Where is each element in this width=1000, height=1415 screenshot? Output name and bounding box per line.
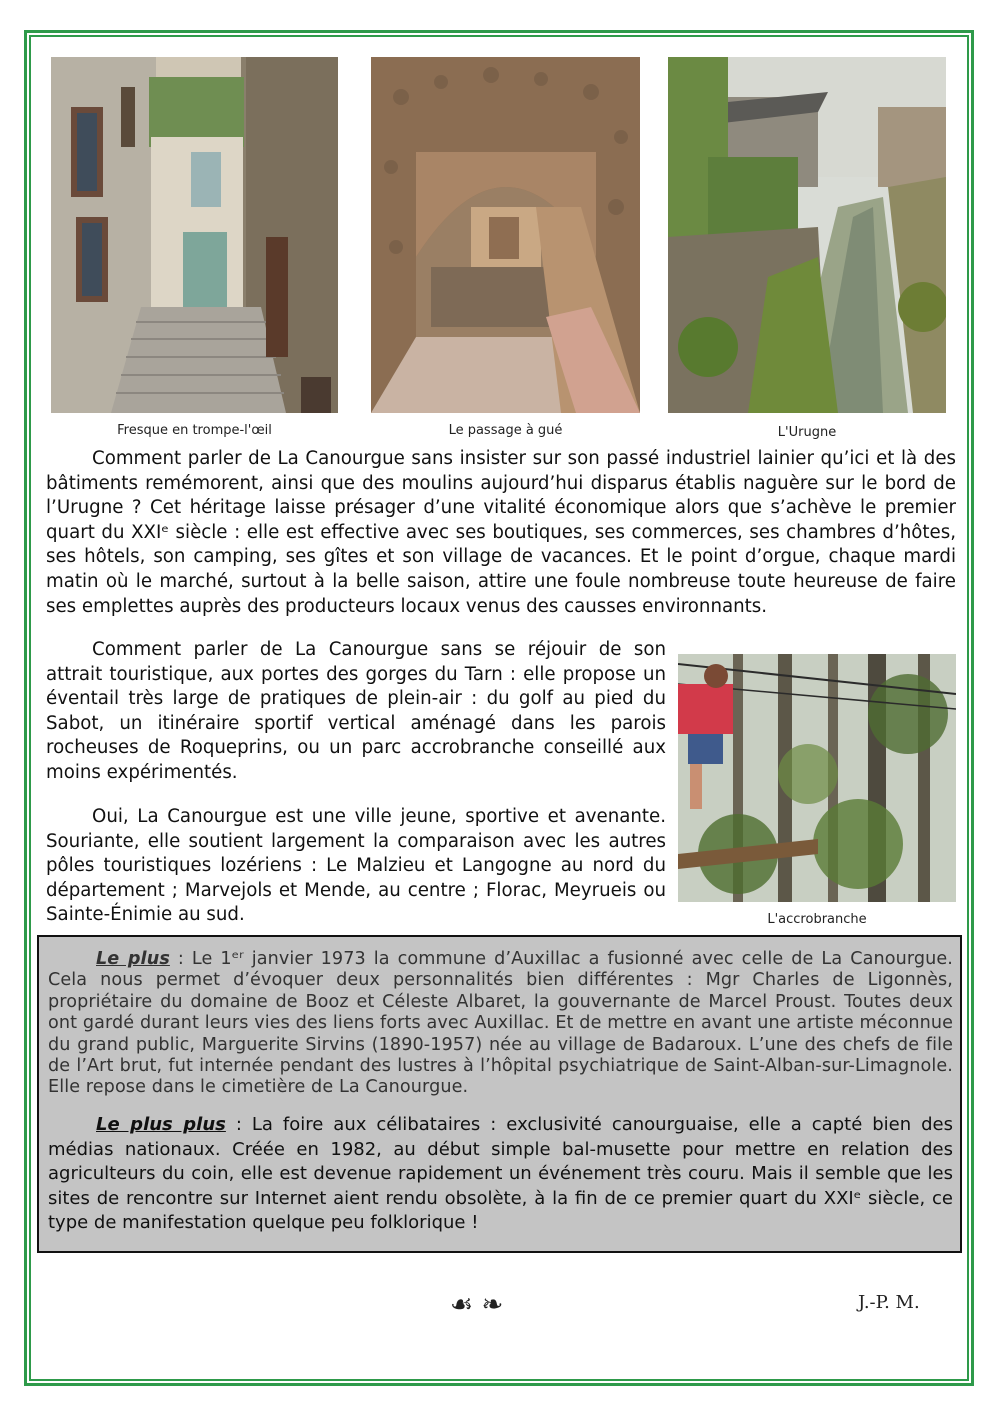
- caption-accrobranche: L'accrobranche: [767, 912, 867, 927]
- le-plus-plus-paragraph: Le plus plus : La foire aux célibataires : exclusivité canourguaise, elle a capté bien des médias nationaux. Créée en 1982, au début simple bal-musette pour mettre en relation des agriculteurs du coin, elle est devenue rapidement un événement très couru. Mais il semble que les sites de rencontre sur Internet aient rendu obsolète, à la fin de ce premier quart du XXIᵉ siècle, ce type de manifestation quelque peu folklorique !: [48, 1114, 953, 1234]
- le-plus-heading: Le plus: [96, 949, 170, 969]
- author-signature: J.-P. M.: [858, 1292, 920, 1313]
- le-plus-paragraph: Le plus : Le 1ᵉʳ janvier 1973 la commune d’Auxillac a fusionné avec celle de La Canourgue. Cela nous permet d’évoquer deux personnalités bien différentes : Mgr Charles de Ligonnès, propriétaire du domaine de Booz et Céleste Albaret, la gouvernante de Marcel Proust. Toutes deux ont gardé durant leurs vies des liens forts avec Auxillac. Et de mettre en avant une artiste méconnue du grand public, Marguerite Sirvins (1890-1957) née au village de Badaroux. L’une des chefs de file de l’Art brut, fut internée pendant des lustres à l’hôpital psychiatrique de Saint-Alban-sur-Limagnole. Elle repose dans le cimetière de La Canourgue.: [48, 949, 953, 1098]
- le-plus-plus-heading: Le plus plus: [96, 1114, 226, 1135]
- paragraph-tourism: Comment parler de La Canourgue sans se réjouir de son attrait touristique, aux portes des gorges du Tarn : elle propose un éventail très large de pratiques de plein-air : du golf au pied du Sabot, un itinéraire sportif vertical aménagé dans les parois rocheuses de Roqueprins, ou un parc accrobranche conseillé aux moins expérimentés.: [46, 639, 666, 783]
- trompe-loeil-alley-photo: [51, 57, 338, 413]
- ford-passage-photo: [371, 57, 640, 413]
- tree-climbing-photo: [678, 654, 956, 902]
- paragraph-industrial: Comment parler de La Canourgue sans insister sur son passé industriel lainier qu’ici et là des bâtiments remémorent, ainsi que des moulins aujourd’hui disparus établis naguère sur le bord de l’Urugne ? Cet héritage laisse présager d’une vitalité économique alors que s’achève le premier quart du XXIᵉ siècle : elle est effective avec ses boutiques, ses commerces, ses chambres d’hôtes, ses hôtels, son camping, ses gîtes et son village de vacances. Et le point d’orgue, chaque mardi matin où le marché, surtout à la belle saison, attire une foule nombreuse toute heureuse de faire ses emplettes auprès des producteurs locaux venus des causses environnants.: [46, 448, 956, 617]
- highlight-box: [37, 935, 962, 1253]
- caption-urugne: L'Urugne: [777, 425, 837, 440]
- caption-fresque: Fresque en trompe-l'œil: [117, 423, 272, 438]
- urugne-stream-photo: [668, 57, 946, 413]
- fleuron-ornament-icon: ☙ ❧: [450, 1290, 504, 1320]
- caption-passage: Le passage à gué: [448, 423, 563, 438]
- paragraph-young-city: Oui, La Canourgue est une ville jeune, sportive et avenante. Souriante, elle soutient largement la comparaison avec les autres pôles touristiques lozériens : Le Malzieu et Langogne au nord du département ; Marvejols et Mende, au centre ; Florac, Meyrueis ou Sainte-Énimie au sud.: [46, 806, 666, 926]
